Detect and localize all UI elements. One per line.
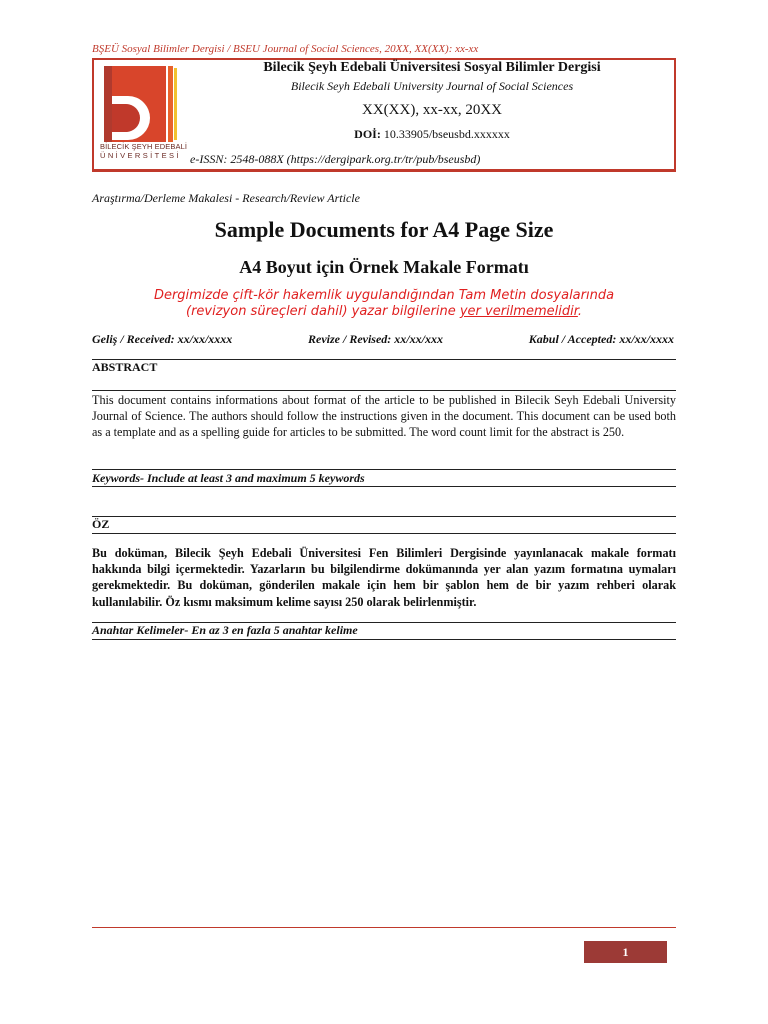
divider	[92, 486, 676, 487]
warning-line2	[92, 304, 676, 320]
date-revised: Revize / Revised: xx/xx/xxx	[308, 332, 443, 346]
doi-label: DOİ:	[354, 127, 381, 141]
logo-mark-icon	[100, 64, 184, 144]
abstract-heading: ABSTRACT	[92, 360, 158, 374]
divider	[92, 469, 676, 470]
title-turkish: A4 Boyut için Örnek Makale Formatı	[239, 257, 529, 277]
logo-caption-line2: ÜNİVERSİTESİ	[100, 151, 181, 160]
page-number: 1	[584, 941, 667, 963]
article-type: Araştırma/Derleme Makalesi - Research/Review Article	[92, 191, 360, 205]
journal-title: Bilecik Şeyh Edebali Üniversitesi Sosyal Bilimler Dergisi	[263, 60, 601, 75]
journal-issn[interactable]: e-ISSN: 2548-088X (https://dergipark.org.tr/tr/pub/bseusbd)	[190, 152, 481, 166]
keywords-en: Keywords- Include at least 3 and maximum 5 keywords	[92, 471, 365, 485]
divider	[92, 533, 676, 534]
warning-line1: Dergimizde çift-kör hakemlik uygulandığından Tam Metin dosyalarında	[153, 288, 615, 303]
journal-header-box	[92, 58, 676, 172]
title-english: Sample Documents for A4 Page Size	[214, 217, 554, 242]
footer-rule	[92, 927, 676, 928]
keywords-tr: Anahtar Kelimeler- En az 3 en fazla 5 anahtar kelime	[92, 623, 358, 637]
logo-caption	[100, 142, 188, 160]
oz-text: Bu doküman, Bilecik Şeyh Edebali Üniversitesi Fen Bilimleri Dergisinde yayınlanacak makale formatı hakkında bilgi içermektedir. Yazarların bu bilgilendirme dokümanında yer alan yazım formatına uymaları gerekmektedir. Bu doküman, gönderilen makale için hem bir şablon hem de bir yazım rehberi olarak kullanılabilir. Öz kısmı maksimum kelime sayısı 250 olarak belirlenmiştir.	[92, 546, 676, 609]
divider	[92, 390, 676, 391]
divider	[92, 639, 676, 640]
journal-subtitle: Bilecik Seyh Edebali University Journal of Social Sciences	[290, 79, 574, 93]
running-head: BŞEÜ Sosyal Bilimler Dergisi / BSEU Journal of Social Sciences, 20XX, XX(XX): xx-xx	[92, 43, 479, 55]
divider	[92, 516, 676, 517]
warning-period: .	[577, 304, 582, 319]
abstract-text: This document contains informations about format of the article to be published in Bilecik Seyh Edebali University Journal of Science. The authors should follow the instructions given in the document. This document can be used both as a template and as a spelling guide for articles to be submitted. The word count limit for the abstract is 250.	[92, 393, 676, 440]
blind-review-warning	[92, 288, 676, 320]
date-received: Geliş / Received: xx/xx/xxxx	[92, 332, 233, 346]
logo-caption-line1: BİLECİK ŞEYH EDEBALİ	[100, 142, 188, 151]
date-accepted: Kabul / Accepted: xx/xx/xxxx	[528, 332, 674, 346]
warning-emphasis: yer verilmemelidir	[459, 304, 578, 319]
warning-line2-text: (revizyon süreçleri dahil) yazar bilgilerine	[186, 304, 460, 319]
divider	[92, 359, 676, 360]
doi-value[interactable]: 10.33905/bseusbd.xxxxxx	[383, 127, 510, 141]
journal-doi	[190, 127, 674, 142]
journal-volume: XX(XX), xx-xx, 20XX	[362, 102, 502, 118]
oz-heading: ÖZ	[92, 517, 110, 531]
